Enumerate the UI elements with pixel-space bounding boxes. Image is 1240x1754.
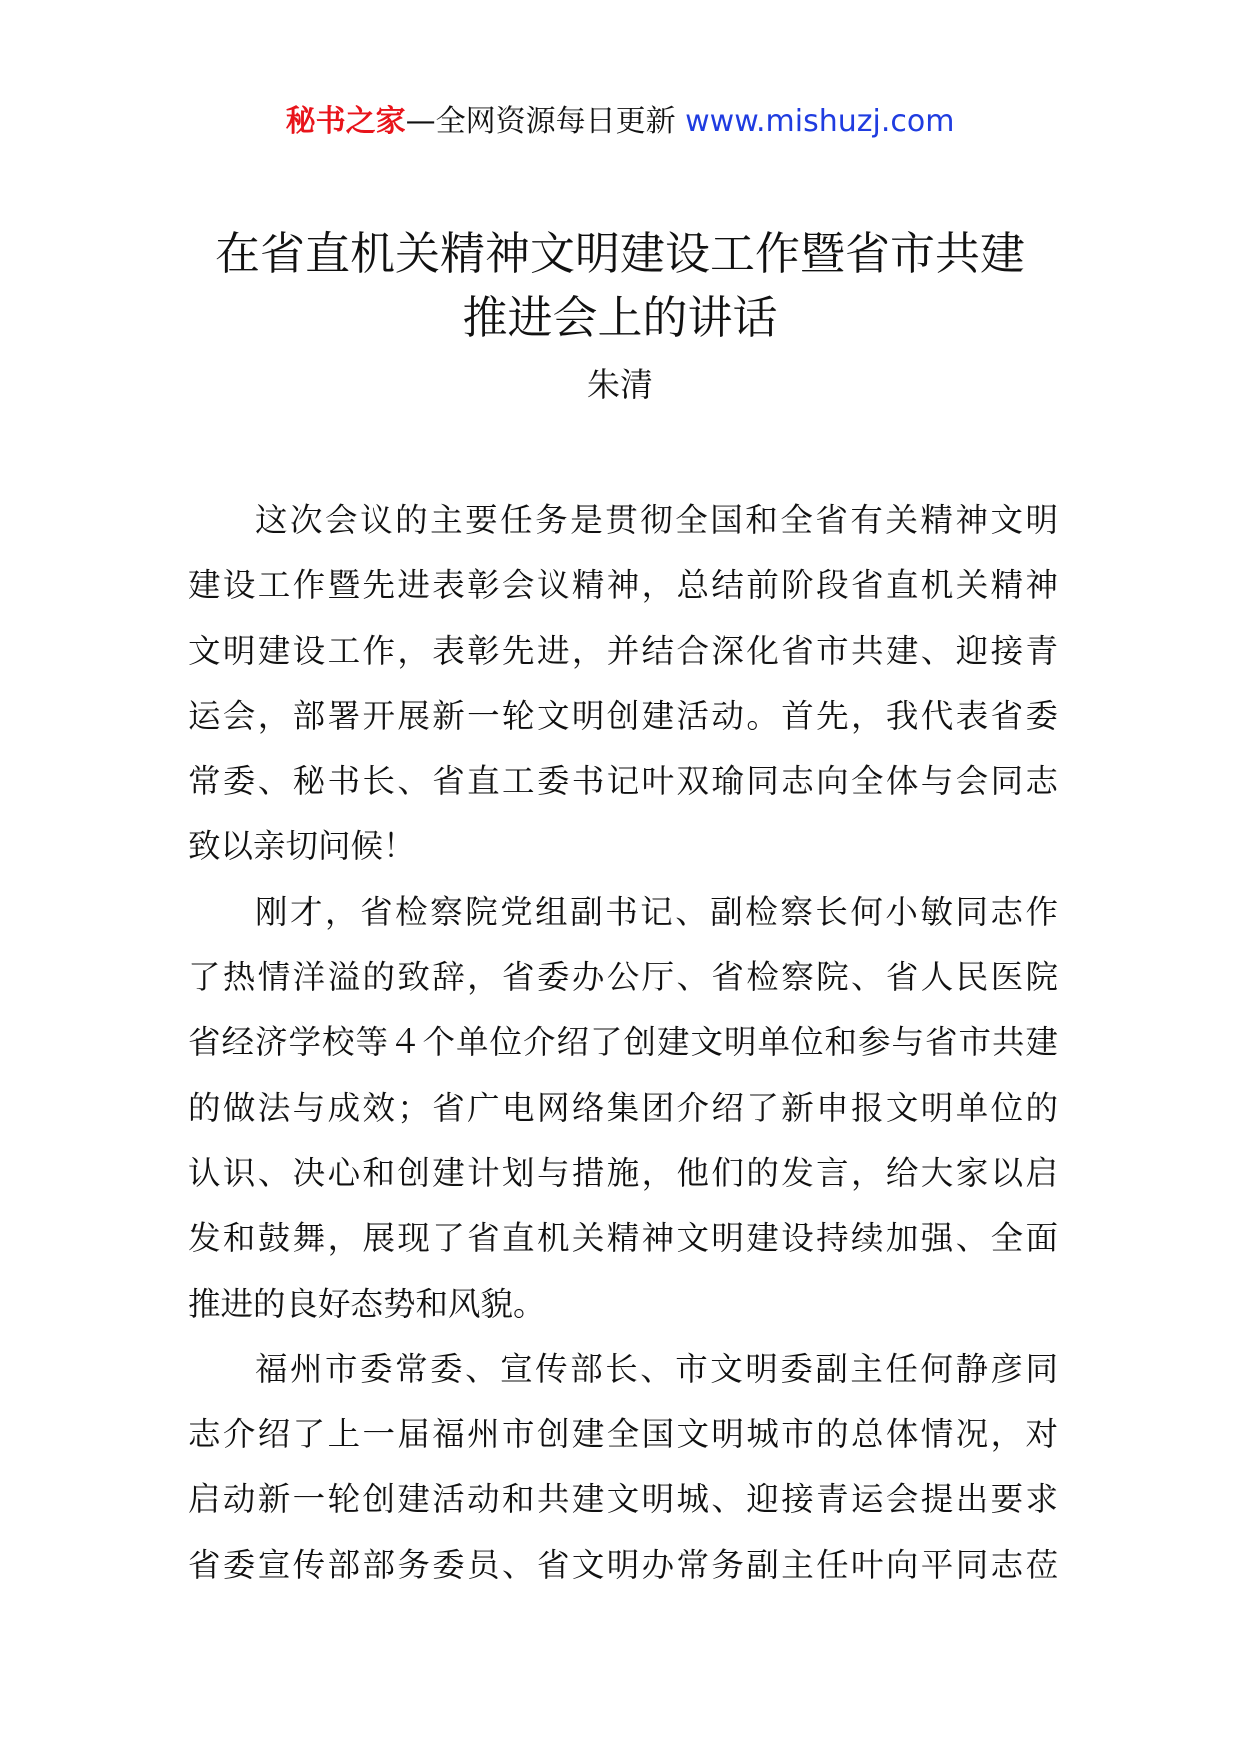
title-line-2: 推进会上的讲话 — [462, 291, 778, 344]
paragraph-2-line: 的做法与成效；省广电网络集团介绍了新申报文明单位的 — [188, 1088, 1058, 1127]
paragraph-2-line: 省经济学校等４个单位介绍了创建文明单位和参与省市共建 — [188, 1023, 1058, 1062]
site-header — [0, 100, 1240, 144]
site-tagline: —全网资源每日更新 — [405, 104, 676, 139]
paragraph-1-line: 建设工作暨先进表彰会议精神，总结前阶段省直机关精神 — [188, 566, 1058, 605]
paragraph-2-line: 发和鼓舞，展现了省直机关精神文明建设持续加强、全面 — [188, 1219, 1058, 1258]
paragraph-3-line: 省委宣传部部务委员、省文明办常务副主任叶向平同志莅 — [188, 1545, 1058, 1584]
paragraph-2-line: 刚才，省检察院党组副书记、副检察长何小敏同志作 — [255, 892, 1058, 931]
paragraph-2-line: 认识、决心和创建计划与措施，他们的发言，给大家以启 — [188, 1153, 1058, 1192]
site-url-link[interactable]: www.mishuzj.com — [685, 104, 955, 139]
paragraph-1-line: 运会，部署开展新一轮文明创建活动。首先，我代表省委 — [188, 696, 1058, 735]
paragraph-1-line: 文明建设工作，表彰先进，并结合深化省市共建、迎接青 — [188, 631, 1058, 670]
paragraph-2-line: 了热情洋溢的致辞，省委办公厅、省检察院、省人民医院 — [188, 958, 1058, 997]
author-name: 朱清 — [587, 365, 653, 404]
paragraph-1-line: 致以亲切问候！ — [188, 827, 416, 866]
paragraph-3-line: 启动新一轮创建活动和共建文明城、迎接青运会提出要求 — [188, 1480, 1058, 1519]
title-line-1: 在省直机关精神文明建设工作暨省市共建 — [214, 227, 1025, 280]
paragraph-1-line: 常委、秘书长、省直工委书记叶双瑜同志向全体与会同志 — [188, 762, 1058, 801]
paragraph-2-line: 推进的良好态势和风貌。 — [188, 1284, 546, 1323]
document-title — [0, 222, 1240, 350]
paragraph-3-line: 志介绍了上一届福州市创建全国文明城市的总体情况，对 — [188, 1415, 1058, 1454]
paragraph-3-line: 福州市委常委、宣传部长、市文明委副主任何静彦同 — [255, 1349, 1058, 1388]
paragraph-1-line: 这次会议的主要任务是贯彻全国和全省有关精神文明 — [255, 501, 1058, 539]
document-body — [188, 488, 1058, 1598]
site-name: 秘书之家 — [285, 104, 406, 139]
